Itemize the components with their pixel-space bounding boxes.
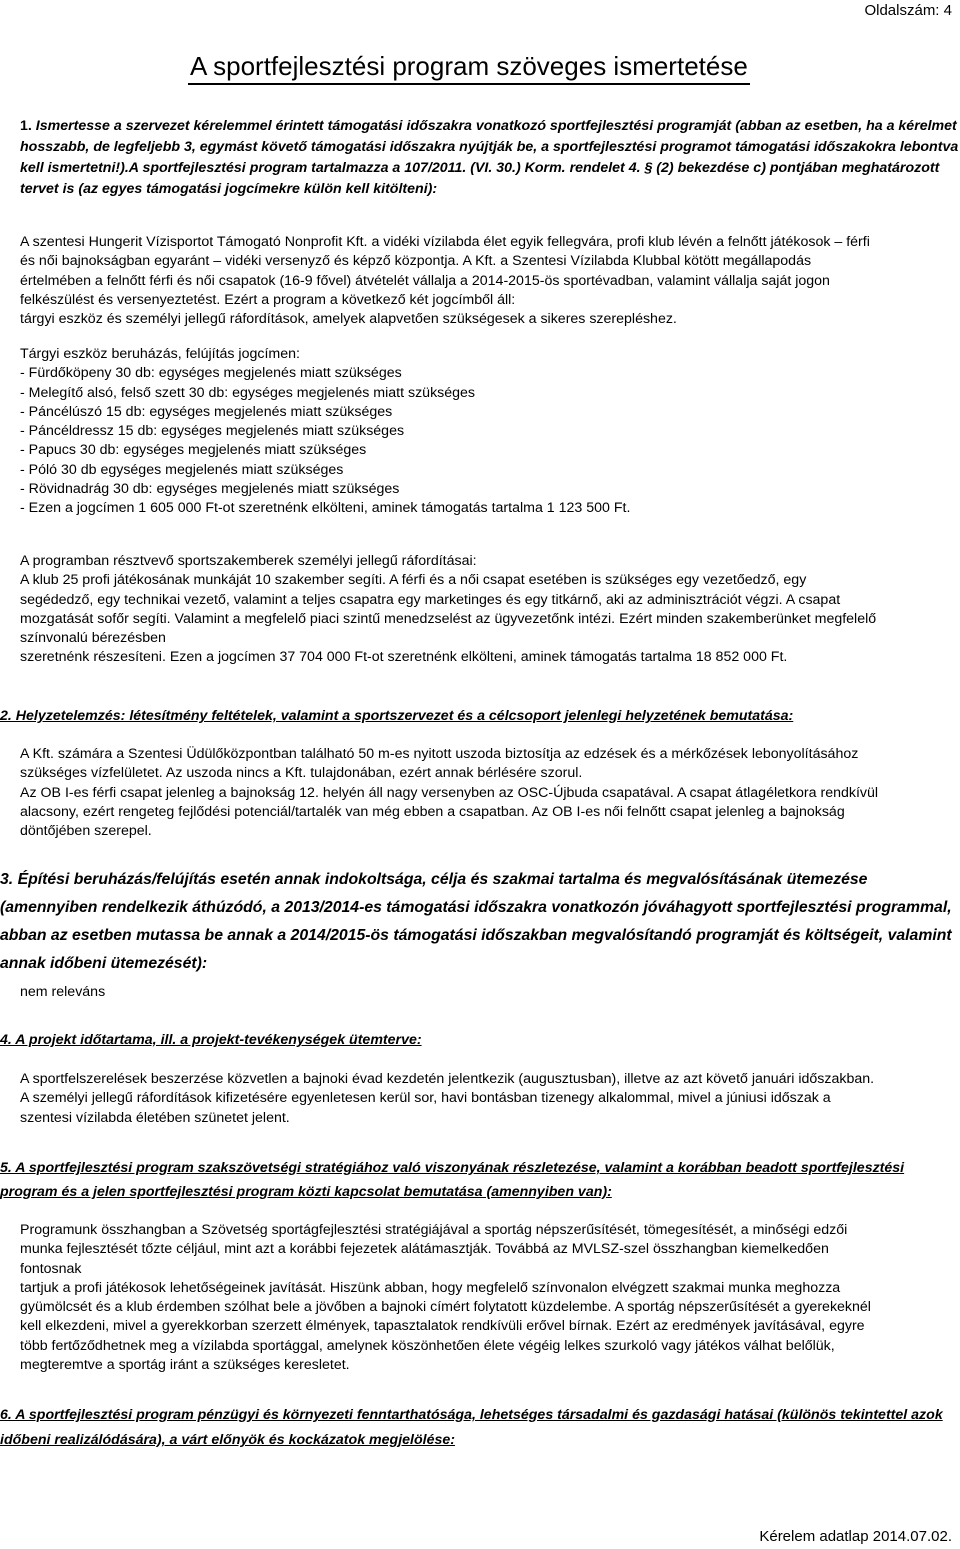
list-item: - Póló 30 db egységes megjelenés miatt szükséges xyxy=(20,461,344,478)
section-3-heading: 3. Építési beruházás/felújítás esetén annak indokoltsága, célja és szakmai tartalma és megvalósításának ütemezése (amennyiben rendelkezik áthúzódó, a 2013/2014-es támogatási időszakra vonatkozón jóváhagyott sportfejlesztési programmal, abban az esetben mutassa be annak a 2014/2015-ös támogatási időszakban megvalósítandó programját és költségeit, valamint annak időbeni ütemezését): xyxy=(0,871,952,972)
paragraph-line: A szentesi Hungerit Vízisportot Támogató Nonprofit Kft. a vidéki vízilabda élet egyik fellegvára, profi klub lévén a felnőtt játékosok – férfi xyxy=(20,234,870,250)
paragraph-line: A programban résztvevő sportszakemberek személyi jellegű ráfordításai: xyxy=(20,553,477,569)
document-title: A sportfejlesztési program szöveges ismertetése xyxy=(188,50,750,85)
paragraph-line: tárgyi eszköz és személyi jellegű ráfordítások, amelyek alapvetően szükségesek a sikeres szerepléshez. xyxy=(20,311,677,328)
paragraph-line: mozgatását sofőr segíti. Valamint a megfelelő piaci szintű menedzselést az ügyvezetőnk intézi. Ezért minden szakemberünket megfelelő xyxy=(20,610,877,627)
paragraph-line: alacsony, ezért rengeteg fejlődési potenciál/tartalék van még ebben a csapatban. Az OB I-es női felnőtt csapat jelenleg a bajnokság xyxy=(20,803,845,820)
section-3-body: nem releváns xyxy=(20,984,106,1000)
list-item: - Papucs 30 db: egységes megjelenés miatt szükséges xyxy=(20,442,367,459)
paragraph-line: kell elkezdeni, mivel a gyerekkorban szerzett élmények, tapasztalatok rendkívüli erővel bírnak. Ezért az eredmények javításával, egyre xyxy=(20,1318,865,1335)
paragraph-line: munka fejlesztését tőzte céljául, mint azt a korábbi fejezetek alátámasztják. Továbbá az MVLSZ-szel összhangban kiemelkedően xyxy=(20,1241,829,1258)
list-item: - Páncélúszó 15 db: egységes megjelenés miatt szükséges xyxy=(20,403,393,420)
footer-date: Kérelem adatlap 2014.07.02. xyxy=(759,1528,952,1545)
section-5-body xyxy=(20,1221,960,1375)
paragraph-line: szentesi vízilabda életében szünetet jelent. xyxy=(20,1109,290,1126)
list-item: - Páncéldressz 15 db: egységes megjelenés miatt szükséges xyxy=(20,423,405,440)
assets-block xyxy=(20,345,960,519)
paragraph-line: A Kft. számára a Szentesi Üdülőközpontban található 50 m-es nyitott uszoda biztosítja az edzések és a mérkőzések lebonyolításához xyxy=(20,746,859,762)
paragraph-line: Az OB I-es férfi csapat jelenleg a bajnokság 12. helyén áll nagy versenyben az OSC-Újbuda csapatával. A csapat átlagéletkora rendkívül xyxy=(20,784,879,801)
personnel-block xyxy=(20,552,960,668)
list-item: - Fürdőköpeny 30 db: egységes megjelenés miatt szükséges xyxy=(20,365,402,382)
paragraph-line: fontosnak xyxy=(20,1260,82,1277)
paragraph-line: szükséges vízfelületet. Az uszoda nincs a Kft. tulajdonában, ezért annak bérlésére szorul. xyxy=(20,765,583,782)
page-number: Oldalszám: 4 xyxy=(864,2,952,19)
section-4-body xyxy=(20,1070,960,1128)
section-1-intro xyxy=(20,233,960,329)
paragraph-line: A sportfelszerelések beszerzése közvetlen a bajnoki évad kezdetén jelentkezik (augusztusban), illetve az azt követő januári időszakban. xyxy=(20,1071,875,1087)
paragraph-line: színvonalú bérezésben xyxy=(20,630,166,647)
section-1-heading xyxy=(20,116,960,200)
section-1-number: 1. xyxy=(20,118,32,134)
section-5-heading: 5. A sportfejlesztési program szakszövetségi stratégiához való viszonyának részletezése, valamint a korábban beadott sportfejlesztési program és a jelen sportfejlesztési program közti kapcsolat bemutatása (amennyiben van): xyxy=(0,1160,905,1200)
list-item: - Melegítő alsó, felső szett 30 db: egységes megjelenés miatt szükséges xyxy=(20,384,476,401)
paragraph-line: A klub 25 profi játékosának munkáját 10 szakember segíti. A férfi és a női csapat esetében is szükséges egy vezetőedző, egy xyxy=(20,572,807,589)
paragraph-line: gyümölcsét és a klub érdemben szólhat bele a jövőben a bajnoki címért folytatott küzdelembe. A sportág népszerűsítését a gyerekeknél xyxy=(20,1299,871,1316)
paragraph-line: tartjuk a profi játékosok lehetőségeinek javítását. Hiszünk abban, hogy megfelelő színvonalon elvégzett szakmai munka meghozza xyxy=(20,1279,841,1296)
paragraph-line: és női bajnokságban egyaránt – vidéki versenyző és képző központja. A Kft. a Szentesi Vízilabda Klubbal kötött megállapodás xyxy=(20,253,812,270)
paragraph-line: felkészülést és versenyeztetést. Ezért a program a következő két jogcímből áll: xyxy=(20,291,516,308)
list-item: - Ezen a jogcímen 1 605 000 Ft-ot szeretnénk elkölteni, aminek támogatás tartalma 1 123 500 Ft. xyxy=(20,500,631,517)
paragraph-line: értelmében a felnőtt férfi és női csapatok (16-9 fővel) átvételét vállalja a 2014-2015-ös sportévadban, valamint vállalja saját jogon xyxy=(20,272,830,289)
paragraph-line: A személyi jellegű ráfordítások kifizetésére egyenletesen kerül sor, havi bontásban tizenegy alkalommal, mivel a júniusi időszak a xyxy=(20,1090,831,1107)
paragraph-line: döntőjében szerepel. xyxy=(20,823,152,840)
list-item: - Rövidnadrág 30 db: egységes megjelenés miatt szükséges xyxy=(20,481,400,498)
paragraph-line: megteremtve a sportág iránt a szükséges keresletet. xyxy=(20,1357,350,1374)
section-4-heading: 4. A projekt időtartama, ill. a projekt-tevékenységek ütemterve: xyxy=(0,1032,422,1048)
paragraph-line: több fertőződhetnek meg a vízilabda sportággal, amelynek köszönhetően élete végéig lelkes szurkoló vagy játékos válhat belőlük, xyxy=(20,1337,835,1354)
paragraph-line: segédedző, egy technikai vezető, valamint a teljes csapatra egy marketinges és egy titkárnő, aki az adminisztrációt végzi. A csapat xyxy=(20,591,841,608)
section-2-heading: 2. Helyzetelemzés: létesítmény feltételek, valamint a sportszervezet és a célcsoport jelenlegi helyzetének bemutatása: xyxy=(0,708,794,724)
assets-heading: Tárgyi eszköz beruházás, felújítás jogcímen: xyxy=(20,346,300,362)
section-1-question: Ismertesse a szervezet kérelemmel érintett támogatási időszakra vonatkozó sportfejlesztési programját (abban az esetben, ha a kérelmet hosszabb, de legfeljebb 3, egymást követő támogatási időszakra nyújtják be, a sportfejlesztési programot támogatási időszakokra lebontva kell ismertetni!).A sportfejlesztési program tartalmazza a 107/2011. (VI. 30.) Korm. rendelet 4. § (2) bekezdése c) pontjában meghatározott tervet is (az egyes támogatási jogcímekre külön kell kitölteni): xyxy=(20,118,959,197)
section-2-body xyxy=(20,745,960,841)
paragraph-line: szeretnénk részesíteni. Ezen a jogcímen 37 704 000 Ft-ot szeretnénk elkölteni, aminek támogatás tartalma 18 852 000 Ft. xyxy=(20,649,788,666)
paragraph-line: Programunk összhangban a Szövetség sportágfejlesztési stratégiájával a sportág népszerűsítését, tömegesítését, a minőségi edzői xyxy=(20,1222,848,1238)
section-6-heading: 6. A sportfejlesztési program pénzügyi és környezeti fenntarthatósága, lehetséges társadalmi és gazdasági hatásai (különös tekintettel azok időbeni realizálódására), a várt előnyök és kockázatok megjelölése: xyxy=(0,1407,943,1448)
